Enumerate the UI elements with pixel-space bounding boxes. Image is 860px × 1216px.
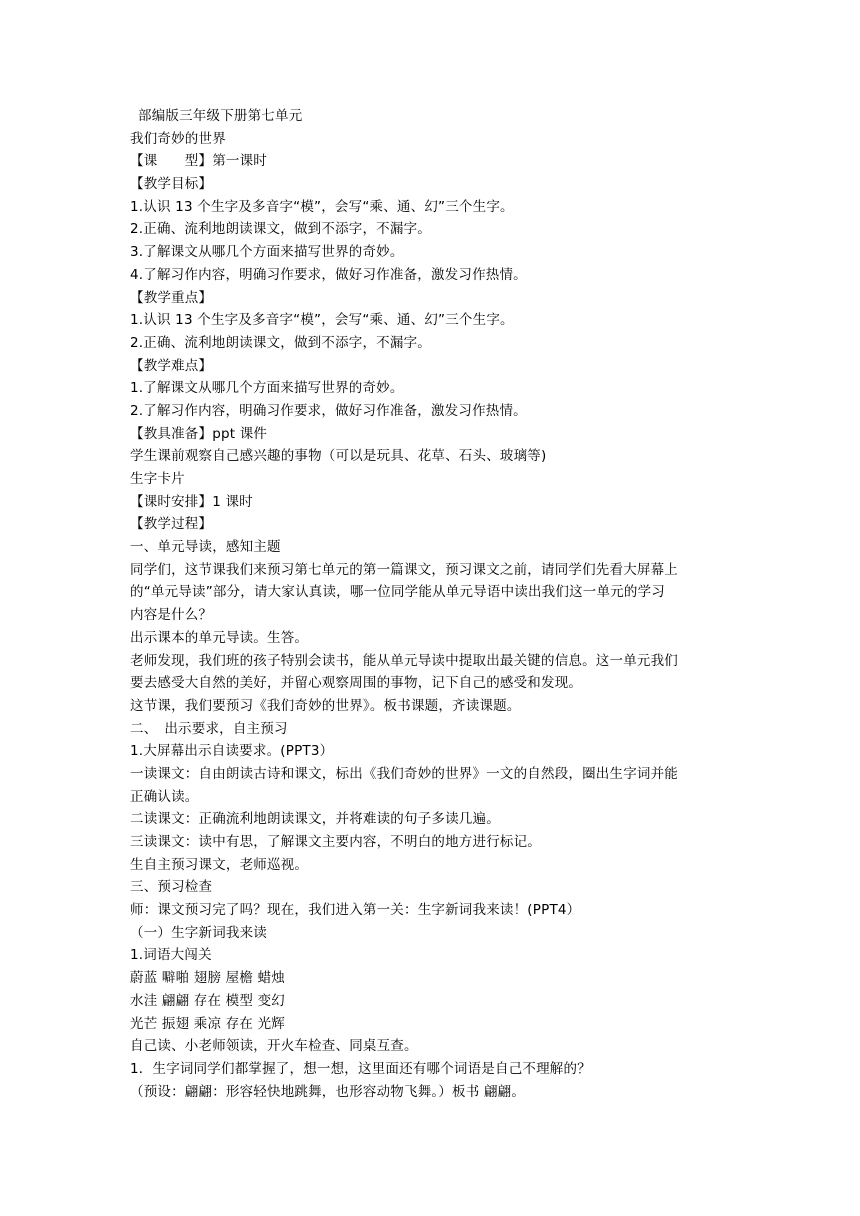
text-line: 1.了解课文从哪几个方面来描写世界的奇妙。 <box>130 380 404 397</box>
text-line: 学生课前观察自己感兴趣的事物（可以是玩具、花草、石头、玻璃等) <box>130 448 547 465</box>
text-line: 【课时安排】1 课时 <box>130 493 253 510</box>
text-line: 一、单元导读，感知主题 <box>130 539 281 556</box>
text-line: 【教具准备】ppt 课件 <box>130 425 268 442</box>
text-line: 生自主预习课文，老师巡视。 <box>130 856 309 873</box>
text-line: 要去感受大自然的美好，并留心观察周围的事物，记下自己的感受和发现。 <box>130 675 583 692</box>
text-line: （一）生字新词我来读 <box>130 924 267 941</box>
text-line: 光芒 振翅 乘凉 存在 光辉 <box>130 1015 285 1032</box>
text-line: 出示课本的单元导读。生答。 <box>130 629 309 646</box>
text-line: 1.词语大闯关 <box>130 947 212 964</box>
document-body <box>130 105 740 1103</box>
text-line: 部编版三年级下册第七单元 <box>138 108 303 124</box>
text-line: 这节课，我们要预习《我们奇妙的世界》。板书课题，齐读课题。 <box>130 697 521 714</box>
text-line: 2.了解习作内容，明确习作要求，做好习作准备，激发习作热情。 <box>130 402 527 419</box>
text-line: 老师发现，我们班的孩子特别会读书，能从单元导读中提取出最关键的信息。这一单元我们 <box>130 652 678 669</box>
text-line: 【教学目标】 <box>130 176 213 193</box>
text-line: 1.认识 13 个生字及多音字“模”，会写“乘、通、幻”三个生字。 <box>130 198 514 215</box>
text-line: 师：课文预习完了吗？现在，我们进入第一关：生字新词我来读！(PPT4） <box>130 902 581 919</box>
text-line: 三、预习检查 <box>130 879 213 896</box>
text-line: 【教学过程】 <box>130 516 213 533</box>
text-line: 内容是什么？ <box>130 607 213 624</box>
text-line: 2.正确、流利地朗读课文，做到不添字，不漏字。 <box>130 221 431 238</box>
text-line: 蔚蓝 噼啪 翅膀 屋檐 蜡烛 <box>130 970 285 987</box>
text-line: 1.大屏幕出示自读要求。(PPT3） <box>130 743 334 760</box>
text-line: 三读课文：读中有思，了解课文主要内容，不明白的地方进行标记。 <box>130 834 541 850</box>
text-line: 水洼 翩翩 存在 模型 变幻 <box>130 992 285 1009</box>
text-line: 1．生字词同学们都掌握了，想一想，这里面还有哪个词语是自己不理解的？ <box>130 1060 591 1077</box>
text-line: 【教学重点】 <box>130 289 213 306</box>
text-line: 1.认识 13 个生字及多音字“模”，会写“乘、通、幻”三个生字。 <box>130 312 514 329</box>
text-line: 的“单元导读”部分，请大家认真读，哪一位同学能从单元导语中读出我们这一单元的学习 <box>130 584 665 601</box>
text-line: 二、 出示要求，自主预习 <box>130 720 288 737</box>
text-line: 【教学难点】 <box>130 357 213 374</box>
text-line: 4.了解习作内容，明确习作要求，做好习作准备，激发习作热情。 <box>130 266 527 283</box>
text-line: 2.正确、流利地朗读课文，做到不添字，不漏字。 <box>130 334 431 351</box>
text-line: 二读课文：正确流利地朗读课文，并将难读的句子多读几遍。 <box>130 811 500 828</box>
text-line: 同学们，这节课我们来预习第七单元的第一篇课文，预习课文之前，请同学们先看大屏幕上 <box>130 561 678 578</box>
text-line: 自己读、小老师领读，开火车检查、同桌互查。 <box>130 1038 418 1055</box>
text-line: 我们奇妙的世界 <box>130 130 226 147</box>
text-line: 正确认读。 <box>130 788 199 805</box>
text-line: 一读课文：自由朗读古诗和课文，标出《我们奇妙的世界》一文的自然段，圈出生字词并能 <box>130 765 678 782</box>
text-line: （预设：翩翩：形容轻快地跳舞，也形容动物飞舞。）板书 翩翩。 <box>130 1083 526 1100</box>
text-line: 生字卡片 <box>130 471 185 487</box>
text-line: 【课 型】第一课时 <box>130 153 267 170</box>
text-line: 3.了解课文从哪几个方面来描写世界的奇妙。 <box>130 244 404 261</box>
